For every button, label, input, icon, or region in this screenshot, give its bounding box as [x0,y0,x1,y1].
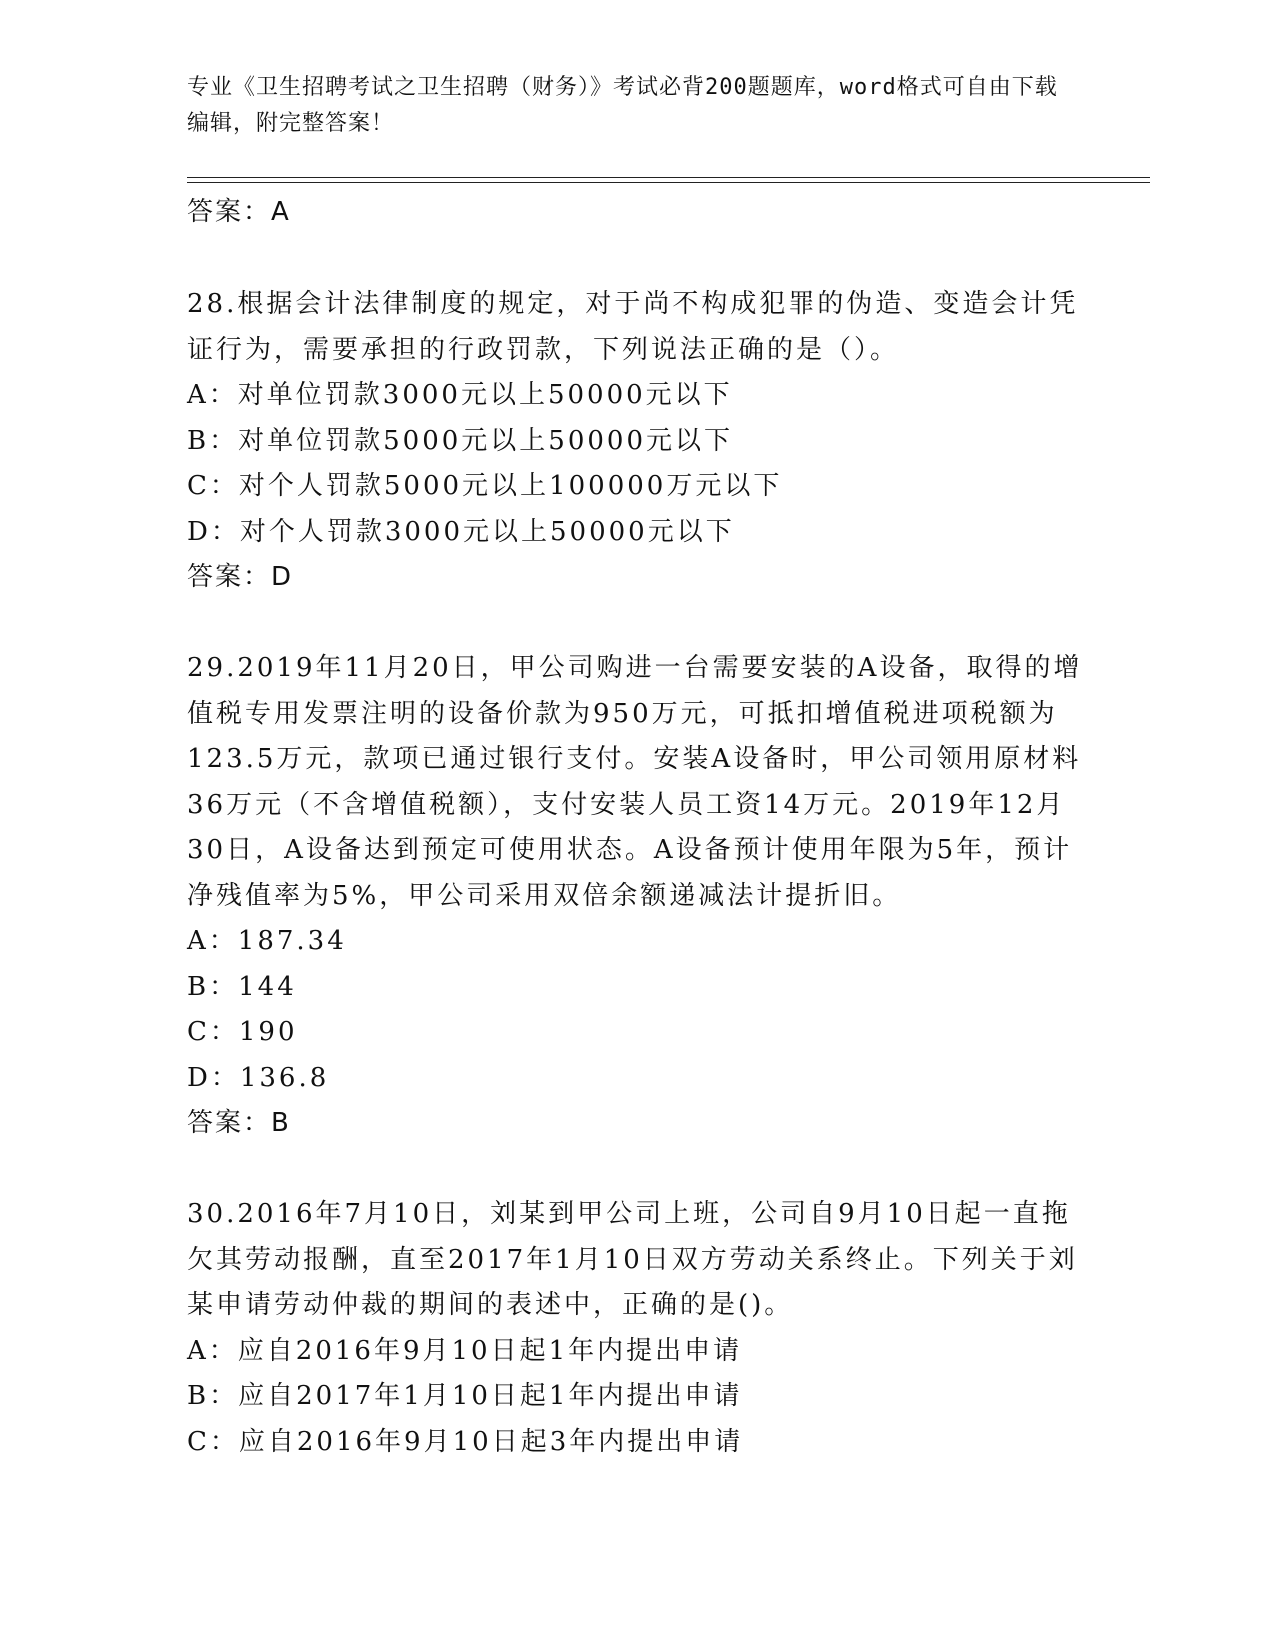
option-b: B：应自2017年1月10日起1年内提出申请 [187,1381,743,1411]
header-rule-top [187,177,1150,178]
option-a: A：应自2016年9月10日起1年内提出申请 [187,1335,743,1366]
option-d: D：136.8 [187,1062,330,1093]
question-30 [187,1192,1087,1465]
previous-answer: 答案：A [187,197,291,227]
question-text: 28.根据会计法律制度的规定，对于尚不构成犯罪的伪造、变造会计凭证行为，需要承担的行政罚款，下列说法正确的是（）。 [187,289,1079,365]
option-a: A：187.34 [187,926,347,956]
option-b: B：对单位罚款5000元以上50000元以下 [187,425,733,456]
option-b: B：144 [187,971,297,1002]
question-text: 29.2019年11月20日，甲公司购进一台需要安装的A设备，取得的增值税专用发票注明的设备价款为950万元，可抵扣增值税进项税额为123.5万元，款项已通过银行支付。安装A设备时，甲公司领用原材料36万元（不含增值税额），支付安装人员工资14万元。2019年12月30日，A设备达到预定可使用状态。A设备预计使用年限为5年，预计净残值率为5%，甲公司采用双倍余额递减法计提折旧。 [187,653,1083,911]
header-rule-bottom [187,182,1150,183]
question-text: 30.2016年7月10日，刘某到甲公司上班，公司自9月10日起一直拖欠其劳动报酬，直至2017年1月10日双方劳动关系终止。下列关于刘某申请劳动仲裁的期间的表述中，正确的是()。 [187,1199,1078,1320]
spacer [187,601,1087,647]
question-list [187,282,1087,1465]
option-d: D：对个人罚款3000元以上50000元以下 [187,516,735,547]
option-c: C：应自2016年9月10日起3年内提出申请 [187,1426,744,1457]
option-c: C：对个人罚款5000元以上100000万元以下 [187,471,783,501]
spacer [187,1147,1087,1193]
document-header: 专业《卫生招聘考试之卫生招聘（财务）》考试必背200题题库，word格式可自由下载编辑，附完整答案！ [187,75,1058,136]
answer: 答案：D [187,562,294,592]
option-a: A：对单位罚款3000元以上50000元以下 [187,380,733,410]
answer: 答案：B [187,1108,291,1138]
question-28 [187,282,1087,601]
option-c: C：190 [187,1017,298,1047]
question-29 [187,646,1087,1147]
